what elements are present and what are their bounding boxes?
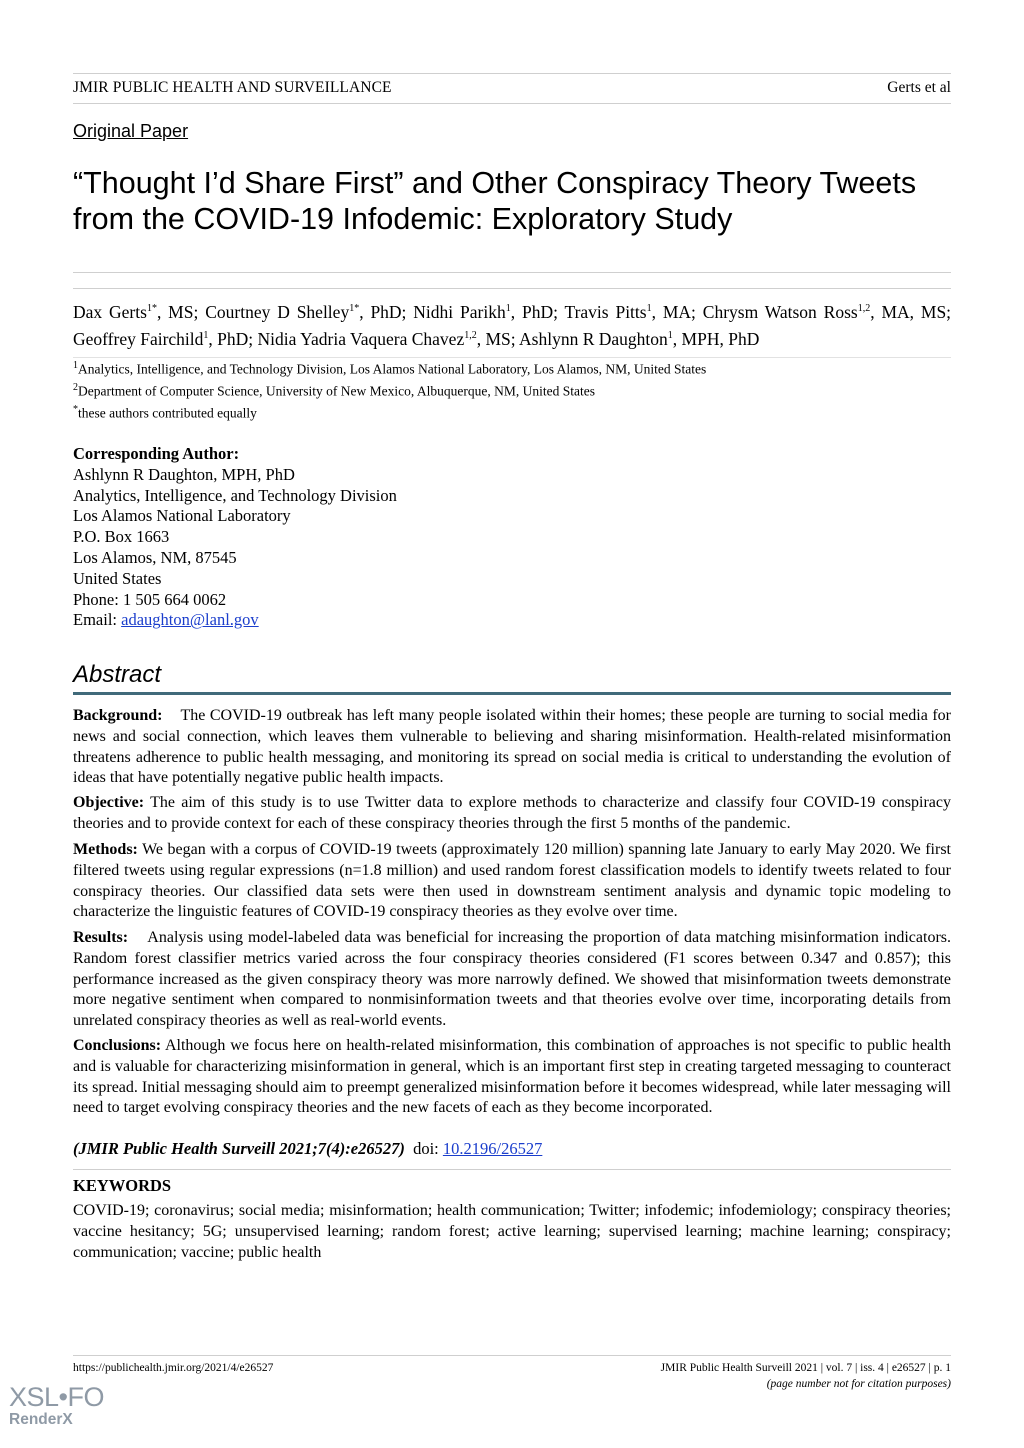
keywords-heading: KEYWORDS [73, 1176, 172, 1195]
author-degree: , MA, MS; [870, 302, 952, 322]
affiliation-text: Analytics, Intelligence, and Technology Division, Los Alamos National Laboratory, Los Alamos, NM, United States [78, 361, 707, 377]
author-degree: , PhD; [510, 302, 565, 322]
author-degree: , PhD; [359, 302, 414, 322]
author-affil-sup: 1* [349, 303, 360, 315]
objective-label: Objective: [73, 794, 145, 811]
conclusions-text: Although we focus here on health-related misinformation, this combination of approaches is not specific to public health and is valuable for characterizing misinformation in general, which is an important first step in creating targeted messaging to counteract its spread. Initial messaging should aim to preempt generalized misinformation before it becomes widespread, while later messaging will need to target evolving conspiracy theories and the new facets of each as they become incorporated. [73, 1037, 951, 1117]
header-bottom-rule [73, 103, 951, 104]
renderx-logo-text: RenderX [9, 1411, 73, 1428]
affiliation-note [73, 404, 257, 422]
journal-name: JMIR PUBLIC HEALTH AND SURVEILLANCE [73, 79, 392, 96]
title-rule-bottom [73, 288, 951, 289]
corresponding-division: Analytics, Intelligence, and Technology Division [73, 485, 397, 505]
title-rule-top [73, 272, 951, 273]
author-name: Nidhi Parikh [413, 302, 506, 322]
author-list [73, 299, 951, 353]
citation-ref: (JMIR Public Health Surveill 2021;7(4):e26527) [73, 1139, 405, 1158]
keywords-rule [73, 1169, 951, 1170]
background-label: Background: [73, 707, 163, 724]
corresponding-country: United States [73, 568, 162, 588]
running-authors: Gerts et al [887, 79, 951, 96]
footer-rule [73, 1355, 951, 1356]
author-name: Geoffrey Fairchild [73, 329, 204, 349]
author-degree: , MS; [156, 302, 206, 322]
affiliation-sup: 1 [73, 360, 78, 371]
email-link[interactable]: adaughton@lanl.gov [121, 610, 259, 630]
affiliation-2 [73, 382, 595, 400]
corresponding-author [73, 444, 397, 631]
author-affil-sup: 1,2 [464, 330, 477, 342]
affiliation-sup: * [73, 404, 78, 415]
xslfo-logo-text: XSL•FO [9, 1382, 104, 1412]
abstract-heading: Abstract [73, 661, 162, 688]
background-text: The COVID-19 outbreak has left many people isolated within their homes; these people are turning to social media for news and social connection, which leaves them vulnerable to believing and sharing misinformation. Health-related misinformation threatens adherence to public health messaging, and monitoring its spread on social media is critical to understanding the evolution of ideas that have potentially negative public health impacts. [73, 707, 952, 787]
email-label: Email: [73, 610, 122, 630]
abstract-rule [73, 692, 951, 695]
author-affil-sup: 1 [646, 303, 652, 315]
methods-text: We began with a corpus of COVID-19 tweets (approximately 120 million) spanning late January to early May 2020. We first filtered tweets using regular expressions (n=1.8 million) and used random forest classification models to identify tweets related to four conspiracy theories. Our classified data sets were then used in downstream sentiment analysis and dynamic topic modeling to characterize the linguistic features of COVID-19 conspiracy theories as they evolve over time. [73, 841, 951, 921]
affiliation-text: these authors contributed equally [78, 405, 257, 421]
author-name: Travis Pitts [564, 302, 647, 322]
article-title: “Thought I’d Share First” and Other Conspiracy Theory Tweets from the COVID-19 Infodemic: Exploratory Study [73, 166, 917, 236]
abstract-methods [73, 840, 951, 923]
abstract-conclusions [73, 1036, 951, 1119]
methods-label: Methods: [73, 841, 138, 858]
footer-page-note: (page number not for citation purposes) [766, 1378, 951, 1390]
author-degree: , MA; [651, 302, 703, 322]
objective-text: The aim of this study is to use Twitter data to explore methods to characterize and classify four COVID-19 conspiracy theories and to provide context for each of these conspiracy theories through the first 5 months of the pandemic. [73, 794, 951, 832]
corresponding-city: Los Alamos, NM, 87545 [73, 547, 237, 567]
abstract-results [73, 928, 951, 1032]
author-name: Dax Gerts [73, 302, 147, 322]
affiliation-text: Department of Computer Science, University of New Mexico, Albuquerque, NM, United States [78, 383, 596, 399]
conclusions-label: Conclusions: [73, 1037, 162, 1054]
author-name: Nidia Yadria Vaquera Chavez [257, 329, 465, 349]
affiliation-sup: 2 [73, 382, 78, 393]
corresponding-email [73, 610, 397, 631]
author-affil-sup: 1,2 [857, 303, 871, 315]
author-affil-sup: 1 [505, 303, 511, 315]
header-top-rule [73, 73, 951, 74]
footer-reference: JMIR Public Health Surveill 2021 | vol. 7 | iss. 4 | e26527 | p. 1 [660, 1362, 951, 1374]
doi-label: doi: [413, 1139, 439, 1158]
author-name: Chrysm Watson Ross [702, 302, 858, 322]
affiliation-1 [73, 360, 706, 378]
corresponding-name: Ashlynn R Daughton, MPH, PhD [73, 464, 295, 484]
corresponding-phone: Phone: 1 505 664 0062 [73, 589, 227, 609]
author-name: Courtney D Shelley [205, 302, 350, 322]
author-degree: , MS; [476, 329, 520, 349]
results-text: Analysis using model-labeled data was beneficial for increasing the proportion of data matching misinformation indicators. Random forest classifier metrics varied across the four conspiracy theories considered (F1 scores between 0.347 and 0.857); this performance increased as the given conspiracy theory was more narrowly defined. We showed that misinformation tweets demonstrate more negative sentiment when compared to nonmisinformation tweets and that theories evolve over time, incorporating details from unrelated conspiracy theories as well as real-world events. [73, 929, 951, 1030]
author-name: Ashlynn R Daughton [519, 329, 668, 349]
abstract-objective [73, 793, 951, 835]
results-label: Results: [73, 929, 129, 946]
abstract-background [73, 706, 951, 789]
renderx-logo [9, 1382, 104, 1439]
citation-line [73, 1139, 542, 1159]
author-degree: , MPH, PhD [672, 329, 760, 349]
corresponding-box: P.O. Box 1663 [73, 527, 170, 547]
keywords-text: COVID-19; coronavirus; social media; misinformation; health communication; Twitter; infodemic; infodemiology; conspiracy theories; vaccine hesitancy; 5G; unsupervised learning; random forest; active learning; supervised learning; machine learning; conspiracy; communication; vaccine; public health [73, 1202, 951, 1261]
corresponding-heading: Corresponding Author: [73, 444, 240, 463]
paper-type: Original Paper [73, 121, 189, 141]
author-affil-sup: 1 [667, 330, 673, 342]
corresponding-lab: Los Alamos National Laboratory [73, 506, 291, 526]
author-degree: , PhD; [208, 329, 258, 349]
footer-url: https://publichealth.jmir.org/2021/4/e26527 [73, 1362, 274, 1374]
doi-link[interactable]: 10.2196/26527 [442, 1139, 543, 1158]
author-rule [73, 357, 951, 358]
author-affil-sup: 1 [203, 330, 209, 342]
author-affil-sup: 1* [146, 303, 157, 315]
